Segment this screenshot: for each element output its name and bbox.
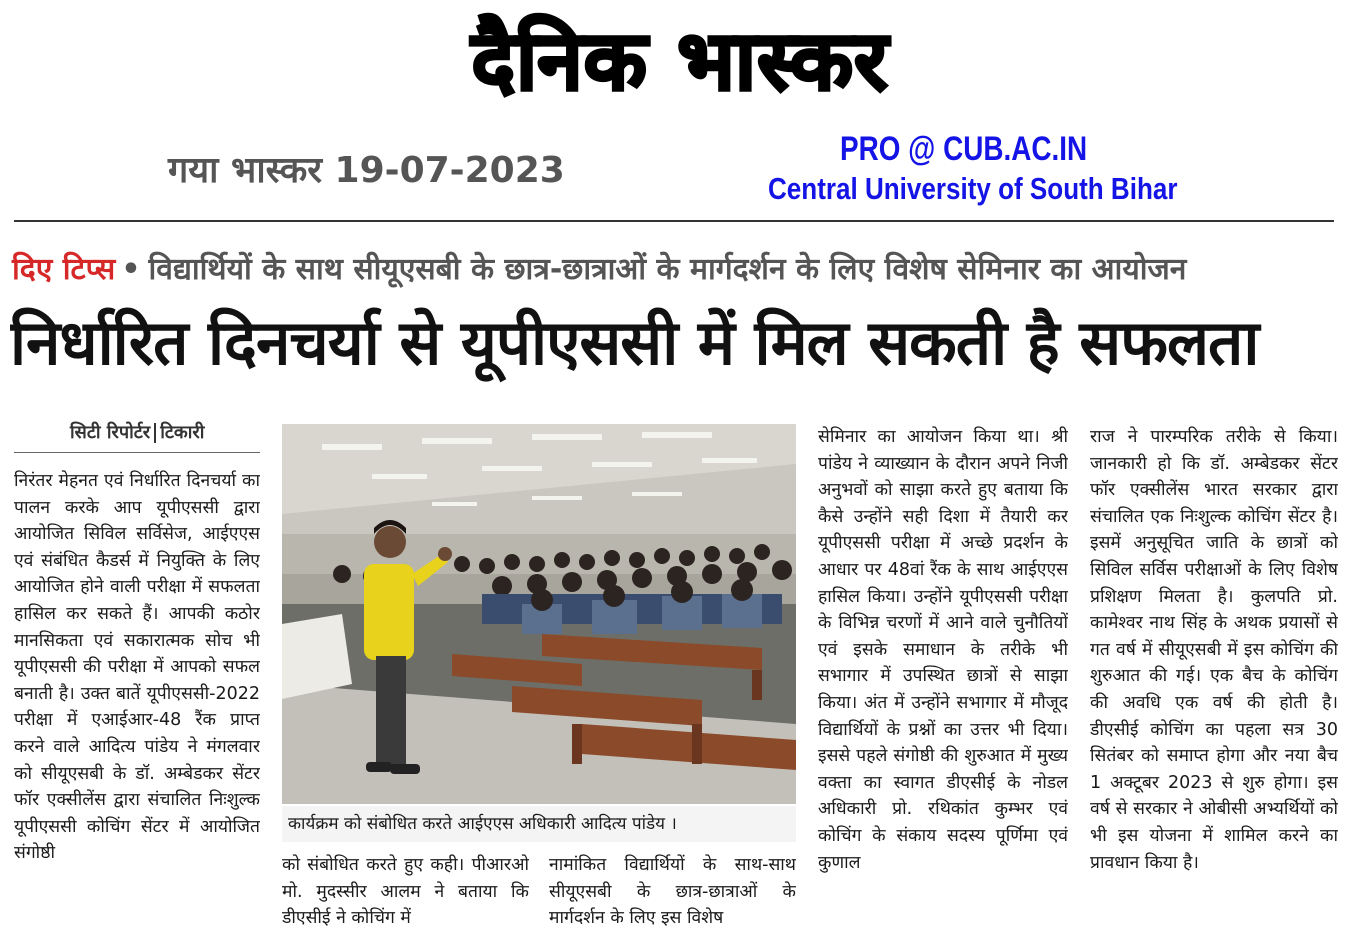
university-stamp: Central University of South Bihar (768, 171, 1178, 206)
kicker-tag: दिए टिप्स (12, 252, 116, 287)
kicker-text: विद्यार्थियों के साथ सीयूएसबी के छात्र-छात्राओं के मार्गदर्शन के लिए विशेष सेमिनार का आयोजन (148, 252, 1187, 287)
byline-separator (154, 423, 156, 443)
article-column-5 (1090, 424, 1338, 932)
column-4-text: सेमिनार का आयोजन किया था। श्री पांडेय ने व्याख्यान के दौरान अपने निजी अनुभवों को साझा करते हुए बताया कि कैसे उन्होंने सही दिशा में तैयारी कर यूपीएससी परीक्षा में अच्छे प्रदर्शन के आधार पर 48वां रैंक के साथ आईएएस हासिल किया। उन्होंने यूपीएससी परीक्षा के विभिन्न चरणों में आने वाले चुनौतियों एवं इसके समाधान के तरीके भी सभागार में उपस्थित छात्रों से साझा किया। अंत में उन्होंने सभागार में मौजूद विद्यार्थियों के प्रश्नों का उत्तर भी दिया। इससे पहले संगोष्ठी की शुरुआत में मुख्य वक्ता का स्वागत डीएसीई के नोडल अधिकारी प्रो. रथिकांत कुम्भर एवं कोचिंग के संकाय सदस्य पूर्णिमा एवं कुणाल (818, 427, 1068, 873)
column-3-text: नामांकित विद्यार्थियों के साथ-साथ सीयूएसबी के छात्र-छात्राओं के मार्गदर्शन के लिए इस विशेष (549, 855, 796, 929)
article-column-3 (549, 852, 796, 932)
byline-reporter: सिटी रिपोर्टर (70, 422, 151, 443)
header-divider (14, 220, 1334, 222)
seminar-hall-image (282, 424, 796, 804)
edition-date: गया भास्कर 19-07-2023 (168, 150, 565, 191)
kicker-bullet: • (121, 252, 141, 287)
pro-email-stamp: PRO @ CUB.AC.IN (840, 130, 1088, 168)
column-5-text: राज ने पारम्परिक तरीके से किया। जानकारी हो कि डॉ. अम्बेडकर सेंटर फॉर एक्सीलेंस भारत सरकार द्वारा संचालित एक निःशुल्क कोचिंग सेंटर है। इसमें अनुसूचित जाति के छात्रों को सिविल सर्विस परीक्षाओं के लिए विशेष प्रशिक्षण मिलता है। कुलपति प्रो. कामेश्वर नाथ सिंह के अथक प्रयासों से गत वर्ष में सीयूएसबी में इस कोचिंग की शुरुआत की गई। एक बैच के कोचिंग की अवधि एक वर्ष की होती है। डीएसीई कोचिंग का पहला सत्र 30 सितंबर को समाप्त होगा और नया बैच 1 अक्टूबर 2023 से शुरु होगा। इस वर्ष से सरकार ने ओबीसी अभ्यर्थियों को भी इस योजना में शामिल करने का प्रावधान किया है। (1090, 427, 1338, 873)
article-column-1 (14, 468, 260, 930)
byline (70, 420, 204, 444)
byline-place: टिकारी (160, 422, 205, 443)
column-1-text: निरंतर मेहनत एवं निर्धारित दिनचर्या का पालन करके आप यूपीएससी द्वारा आयोजित सिविल सर्विसेज, आईएएस एवं संबंधित कैडर्स में नियुक्ति के लिए आयोजित होने वाली परीक्षा में सफलता हासिल कर सकते हैं। आपकी कठोर मानसिकता एवं सकारात्मक सोच भी यूपीएससी की परीक्षा में आपको सफल बनाती है। उक्त बातें यूपीएससी-2022 परीक्षा में एआईआर-48 रैंक प्राप्त करने वाले आदित्य पांडेय ने मंगलवार को सीयूएसबी के डॉ. अम्बेडकर सेंटर फॉर एक्सीलेंस द्वारा संचालित निःशुल्क यूपीएससी कोचिंग सेंटर में आयोजित संगोष्ठी (14, 471, 260, 864)
article-headline: निर्धारित दिनचर्या से यूपीएससी में मिल सकती है सफलता (10, 306, 1259, 379)
article-kicker (12, 246, 1186, 294)
seminar-photo (282, 424, 796, 804)
article-column-2 (282, 852, 529, 932)
photo-caption: कार्यक्रम को संबोधित करते आईएएस अधिकारी आदित्य पांडेय । (282, 806, 796, 842)
byline-rule (14, 452, 260, 453)
article-column-4 (818, 424, 1068, 932)
newspaper-masthead: दैनिक भास्कर (471, 14, 889, 109)
column-2-text: को संबोधित करते हुए कही। पीआरओ मो. मुदस्सीर आलम ने बताया कि डीएसीई ने कोचिंग में (282, 855, 529, 929)
